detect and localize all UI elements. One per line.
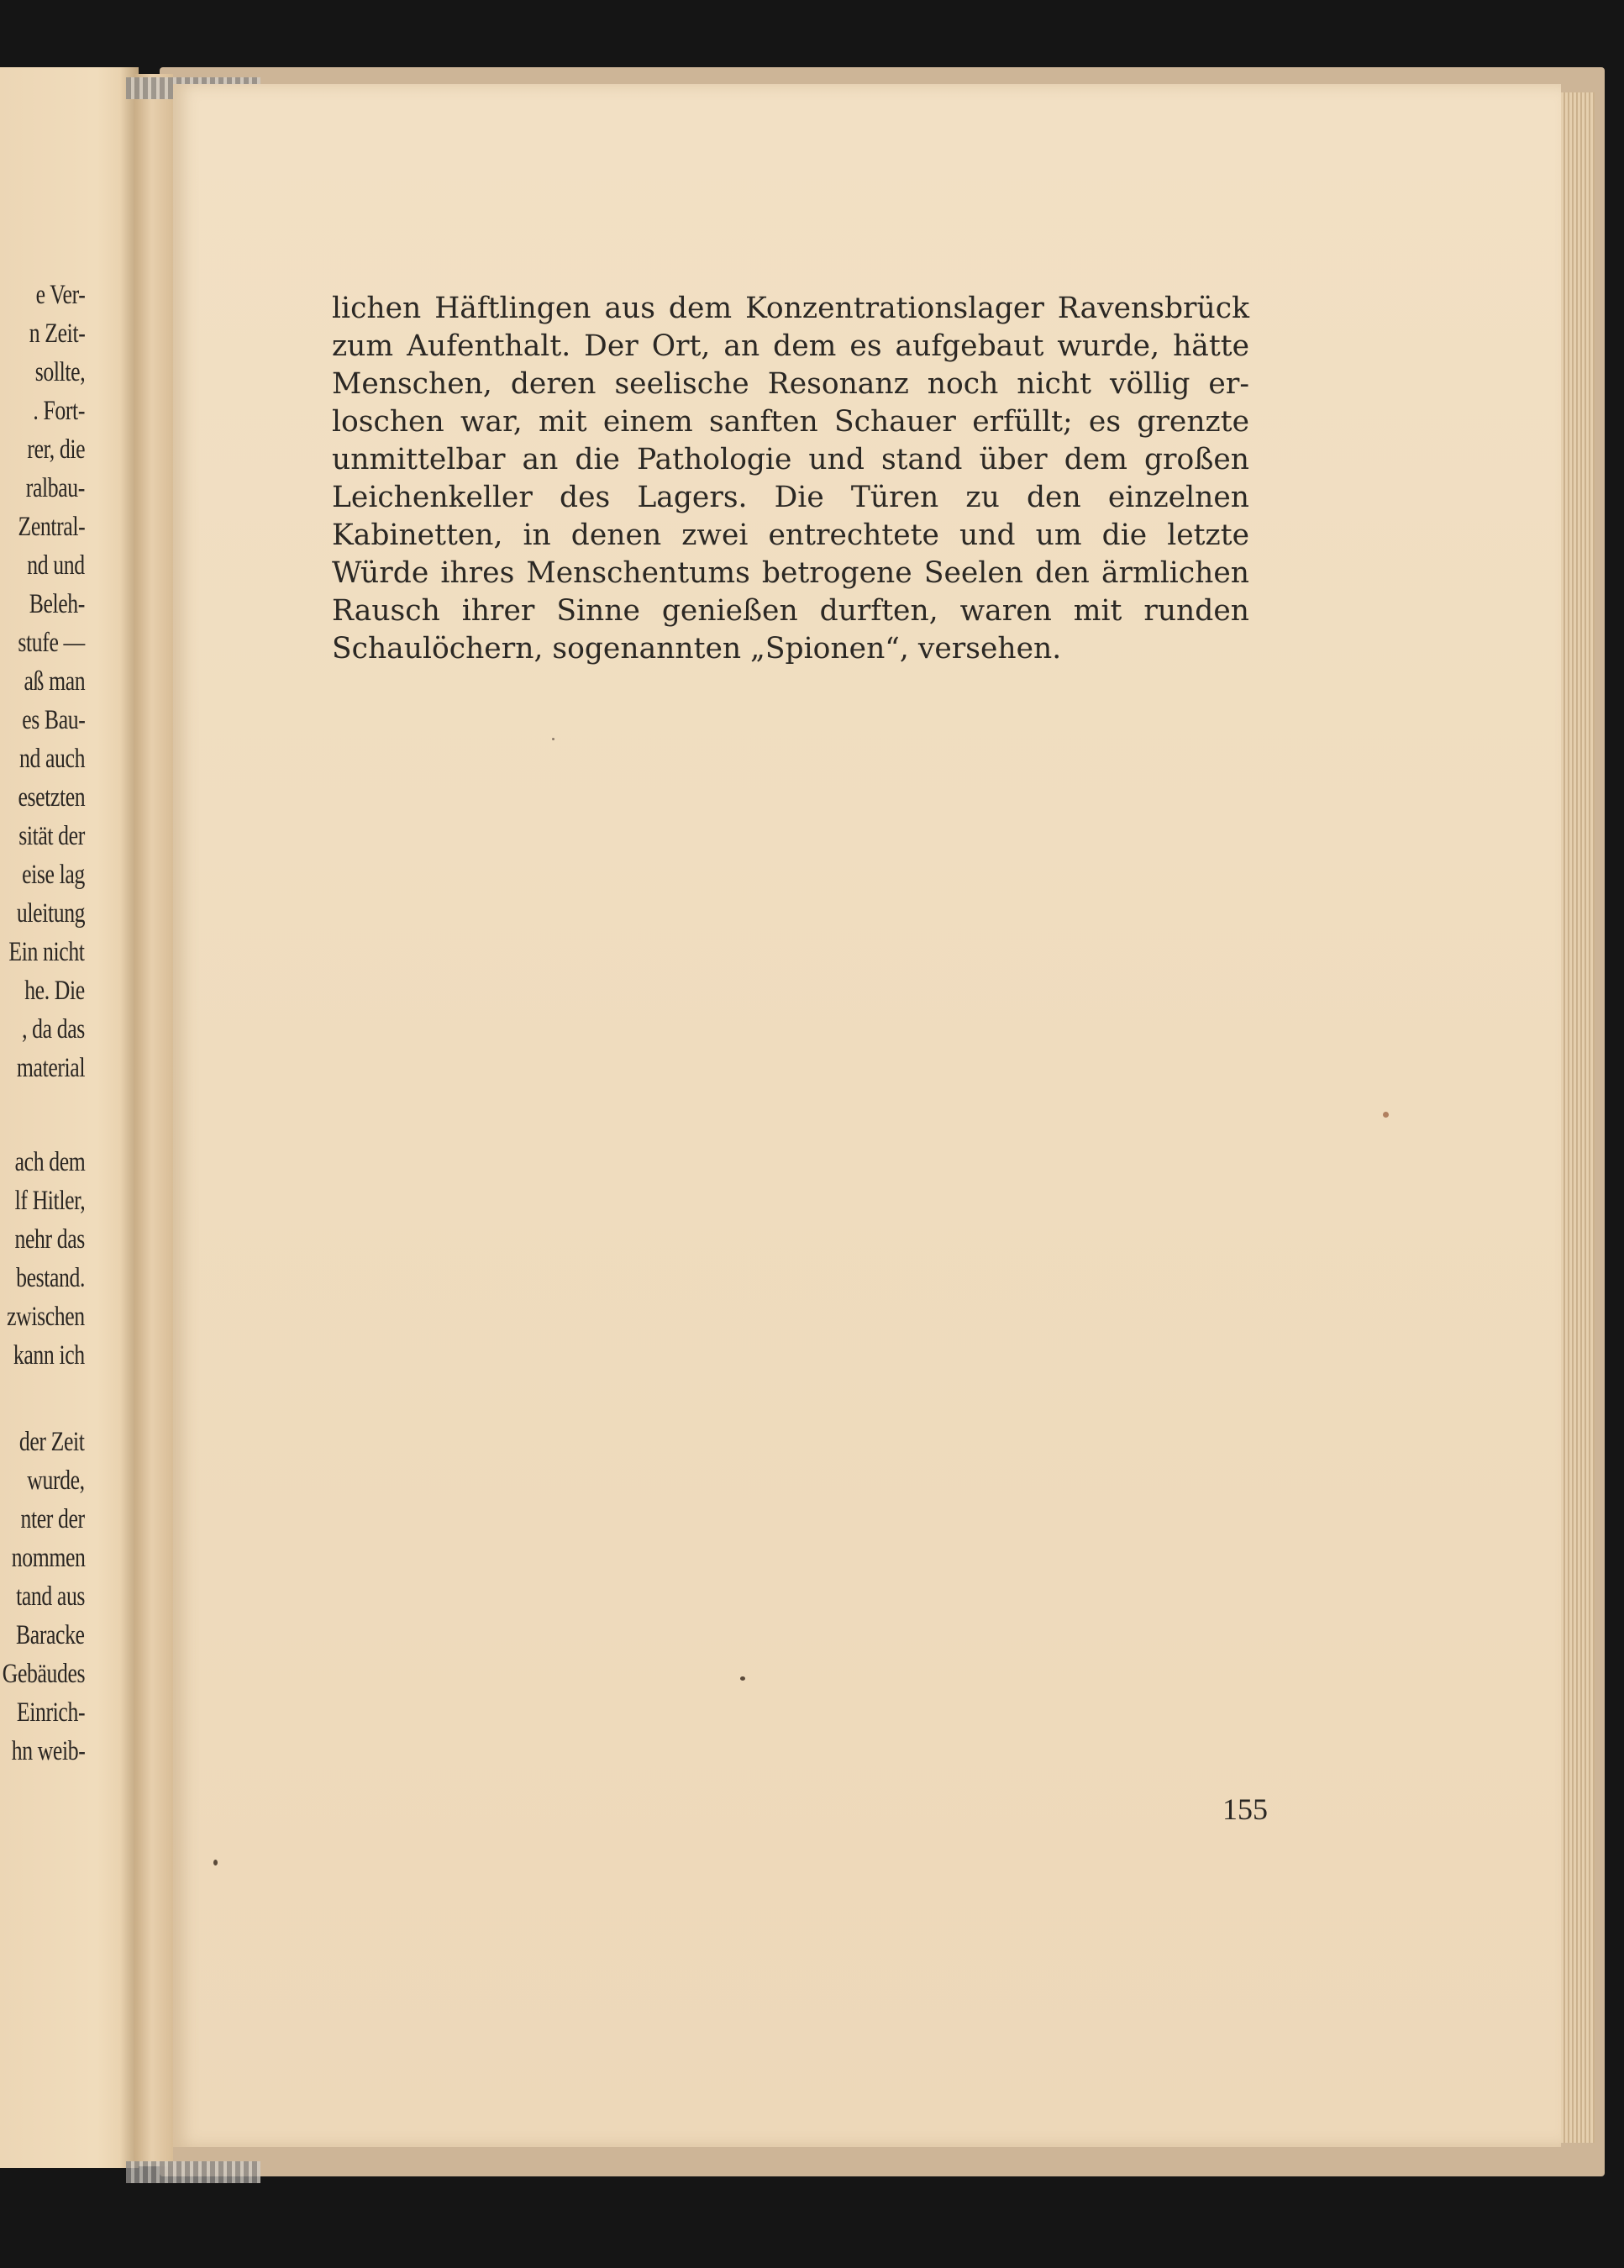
left-page-line: n Zeit- — [29, 318, 85, 349]
left-page-line: rer, die — [27, 434, 85, 465]
headband-bottom — [126, 2161, 260, 2183]
left-page-line: he. Die — [24, 976, 85, 1006]
left-page-line: lf Hitler, — [14, 1186, 85, 1216]
left-page — [0, 67, 139, 2168]
left-page-line: aß man — [24, 666, 85, 697]
left-page-line: uleitung — [16, 898, 85, 929]
left-page-line: es Bau- — [21, 705, 85, 735]
left-page-line: Einrich- — [16, 1697, 85, 1728]
left-page-line: material — [16, 1053, 85, 1083]
body-line: Leichenkeller des Lagers. Die Türen zu den einzelnen — [332, 481, 1249, 514]
body-line: Schaulöchern, sogenannten „Spionen“, versehen. — [332, 632, 1062, 666]
left-page-line: , da das — [22, 1014, 85, 1045]
body-line: Würde ihres Menschentums betrogene Seelen den ärmlichen — [332, 556, 1249, 590]
paper-speck — [213, 1860, 218, 1865]
left-page-line: ach dem — [14, 1147, 85, 1177]
page-number: 155 — [1222, 1792, 1268, 1826]
left-page-line: esetzten — [18, 782, 85, 813]
left-page-line: ralbau- — [25, 473, 85, 503]
left-page-line: tand aus — [16, 1581, 85, 1612]
left-page-line: e Ver- — [35, 280, 85, 310]
body-line: unmittelbar an die Pathologie und stand über dem großen — [332, 443, 1249, 476]
left-page-line: bestand. — [16, 1263, 85, 1293]
paper-speck — [740, 1676, 745, 1681]
left-page-line: nd und — [27, 550, 85, 581]
left-page-line: Zentral- — [18, 512, 85, 542]
left-page-line: der Zeit — [19, 1427, 85, 1457]
left-page-line: eise lag — [22, 860, 85, 890]
left-page-line: stufe — — [18, 628, 85, 658]
left-page-line: sität der — [18, 821, 85, 851]
body-line: Menschen, deren seelische Resonanz noch nicht völlig er- — [332, 367, 1249, 401]
left-page-line: Ein nicht — [8, 937, 85, 967]
paper-speck — [552, 738, 554, 740]
body-text — [332, 290, 1249, 668]
body-line: lichen Häftlingen aus dem Konzentrationslager Ravensbrück — [332, 292, 1249, 325]
left-page-line: kann ich — [13, 1340, 85, 1371]
left-page-line: nter der — [20, 1504, 85, 1534]
left-page-line: Gebäudes — [2, 1659, 85, 1689]
left-page-line: . Fort- — [33, 396, 85, 426]
left-page-line: Baracke — [16, 1620, 85, 1650]
body-line: zum Aufenthalt. Der Ort, an dem es aufgebaut wurde, hätte — [332, 329, 1249, 363]
body-line: Kabinetten, in denen zwei entrechtete und um die letzte — [332, 518, 1249, 552]
left-page-line: wurde, — [27, 1466, 85, 1496]
left-page-line: sollte, — [34, 357, 85, 387]
left-page-line: nommen — [11, 1543, 85, 1573]
page-edges — [1561, 92, 1595, 2143]
left-page-line: hn weib- — [11, 1736, 85, 1766]
left-page-line: nd auch — [18, 744, 85, 774]
left-page-line: Beleh- — [29, 589, 85, 619]
body-line: Rausch ihrer Sinne genießen durften, waren mit runden — [332, 594, 1249, 628]
book-spine — [134, 74, 173, 2166]
left-page-line: nehr das — [14, 1224, 85, 1255]
left-page-line: zwischen — [7, 1302, 85, 1332]
body-line: loschen war, mit einem sanften Schauer erfüllt; es grenzte — [332, 405, 1249, 439]
paper-speck — [1383, 1112, 1389, 1118]
